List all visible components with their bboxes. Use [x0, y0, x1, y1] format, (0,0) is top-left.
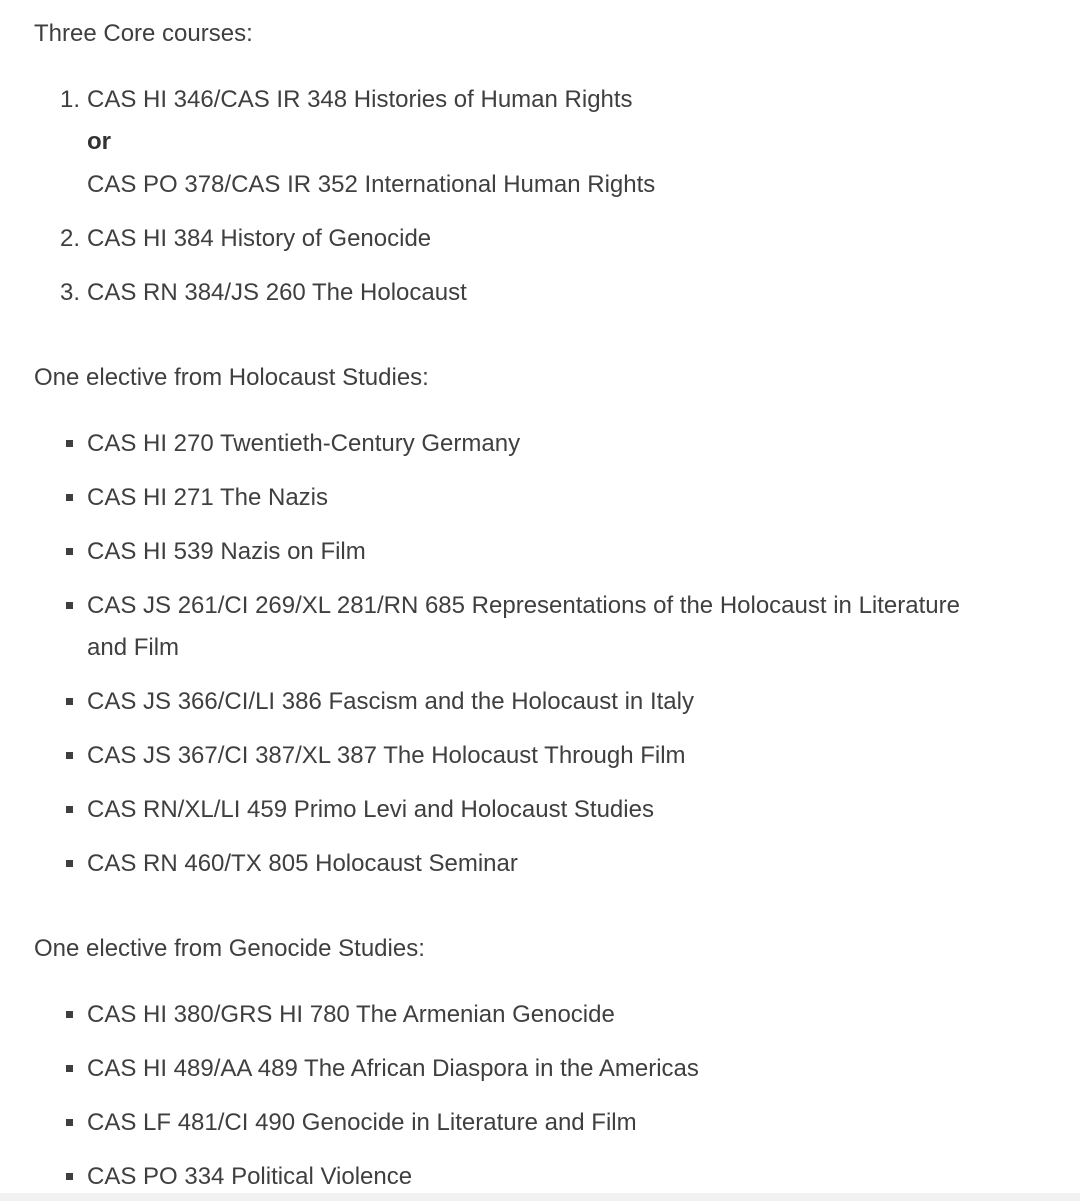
bullet-icon — [66, 602, 73, 609]
course-label: CAS JS 367/CI 387/XL 387 The Holocaust Through Film — [87, 742, 686, 769]
or-separator: or — [87, 128, 111, 155]
bullet-icon — [66, 1011, 73, 1018]
list-number: 1. — [60, 86, 81, 113]
course-label-line2: and Film — [87, 634, 180, 661]
bullet-icon — [66, 1173, 73, 1180]
bullet-icon — [66, 1065, 73, 1072]
bullet-icon — [66, 494, 73, 501]
course-label: CAS HI 539 Nazis on Film — [87, 538, 366, 565]
course-label: CAS RN 384/JS 260 The Holocaust — [87, 279, 467, 306]
bullet-icon — [66, 440, 73, 447]
genocide-electives-heading: One elective from Genocide Studies: — [34, 935, 425, 962]
course-label: CAS LF 481/CI 490 Genocide in Literature and Film — [87, 1109, 637, 1136]
course-label: CAS HI 489/AA 489 The African Diaspora in the Americas — [87, 1055, 699, 1082]
course-label-line1: CAS JS 261/CI 269/XL 281/RN 685 Representations of the Holocaust in Literature — [87, 592, 960, 619]
course-label: CAS RN/XL/LI 459 Primo Levi and Holocaust Studies — [87, 796, 654, 823]
course-label: CAS HI 271 The Nazis — [87, 484, 328, 511]
bottom-edge — [0, 1193, 1080, 1201]
bullet-icon — [66, 698, 73, 705]
holocaust-electives-heading: One elective from Holocaust Studies: — [34, 364, 429, 391]
core-courses-heading: Three Core courses: — [34, 20, 253, 47]
bullet-icon — [66, 860, 73, 867]
bullet-icon — [66, 1119, 73, 1126]
bullet-icon — [66, 548, 73, 555]
bullet-icon — [66, 806, 73, 813]
course-label: CAS HI 270 Twentieth-Century Germany — [87, 430, 521, 457]
course-label: CAS RN 460/TX 805 Holocaust Seminar — [87, 850, 518, 877]
course-label: CAS JS 366/CI/LI 386 Fascism and the Holocaust in Italy — [87, 688, 694, 715]
course-label: CAS HI 380/GRS HI 780 The Armenian Genocide — [87, 1001, 615, 1028]
bullet-icon — [66, 752, 73, 759]
course-label: CAS PO 334 Political Violence — [87, 1163, 413, 1190]
list-number: 2. — [60, 225, 81, 252]
course-label: CAS PO 378/CAS IR 352 International Human Rights — [87, 171, 656, 198]
course-label: CAS HI 384 History of Genocide — [87, 225, 432, 252]
course-label: CAS HI 346/CAS IR 348 Histories of Human Rights — [87, 86, 633, 113]
list-number: 3. — [60, 279, 81, 306]
